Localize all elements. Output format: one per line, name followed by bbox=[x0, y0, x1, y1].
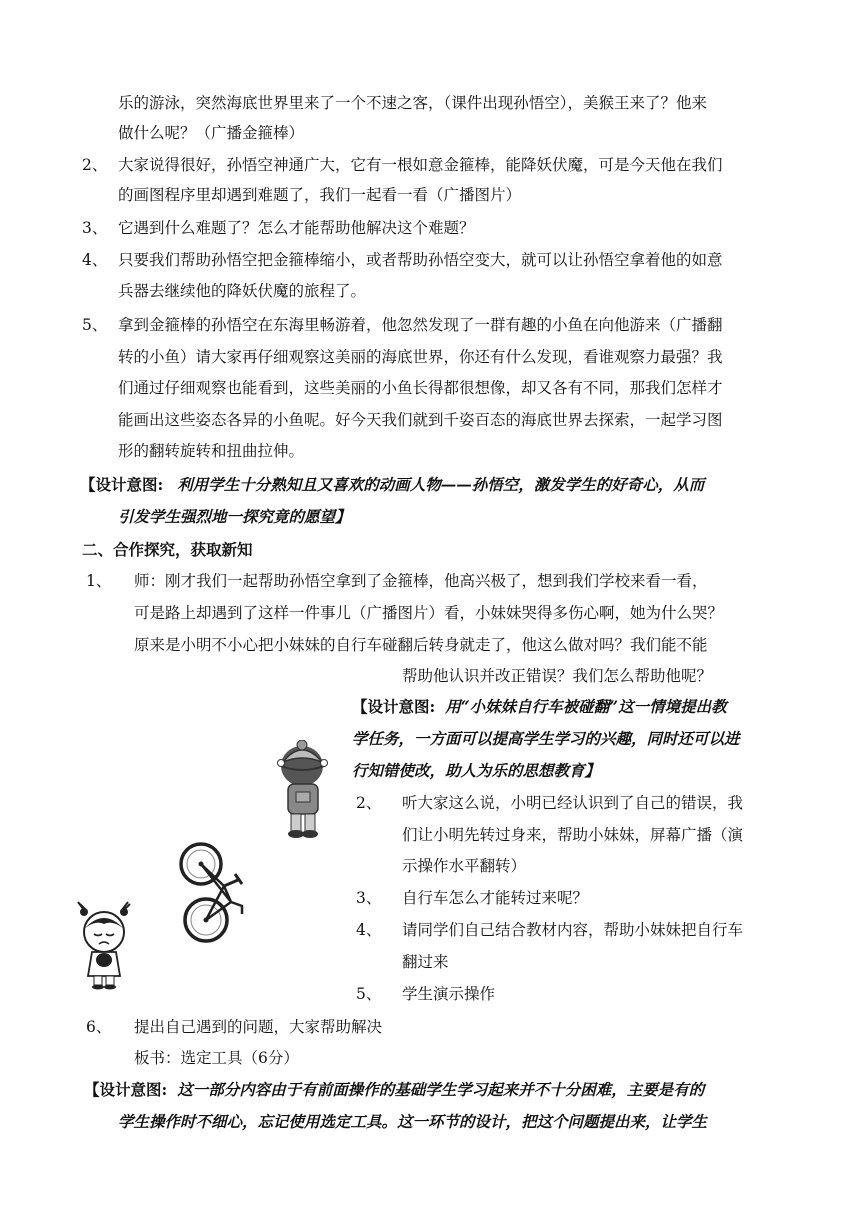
item-5-line-4: 能画出这些姿态各异的小鱼呢。好今天我们就到千姿百态的海底世界去探索，一起学习图 bbox=[118, 411, 723, 429]
board-note: 板书：选定工具（6分） bbox=[134, 1049, 299, 1067]
item-6-line-1: 提出自己遇到的问题，大家帮助解决 bbox=[134, 1018, 383, 1036]
boy-in-hat-illustration bbox=[272, 740, 334, 840]
item-2-line-2: 的画图程序里却遇到难题了，我们一起看一看（广播图片） bbox=[118, 186, 522, 204]
item-1-line-3: 原来是小明不小心把小妹妹的自行车碰翻后转身就走了，他这么做对吗？我们能不能 bbox=[134, 636, 708, 654]
item-4-line-2: 兵器去继续他的降妖伏魔的旅程了。 bbox=[118, 282, 367, 300]
design-intent-text: 利用学生十分熟知且又喜欢的动画人物——孙悟空，激发学生的好奇心，从而 bbox=[177, 475, 705, 494]
item-number: 3、 bbox=[356, 889, 382, 907]
design-intent-2-line-3: 行知错使改，助人为乐的思想教育】 bbox=[352, 761, 601, 780]
item-number: 5、 bbox=[82, 316, 108, 334]
crying-girl-illustration bbox=[72, 900, 136, 990]
design-intent-1-line-2: 引发学生强烈地一探究竟的愿望】 bbox=[118, 507, 351, 526]
intro-line-2: 做什么呢？（广播金箍棒） bbox=[118, 124, 305, 142]
upside-down-bicycle-illustration bbox=[176, 838, 256, 948]
sub-2-line-3: 示操作水平翻转） bbox=[402, 857, 527, 875]
design-intent-text: 这一部分内容由于有前面操作的基础学生学习起来并不十分困难，主要是有的 bbox=[177, 1080, 705, 1099]
design-intent-1 bbox=[80, 475, 704, 495]
item-5-line-5: 形的翻转旋转和扭曲拉伸。 bbox=[118, 442, 305, 460]
item-3-line-1: 它遇到什么难题了？怎么才能帮助他解决这个难题？ bbox=[118, 219, 475, 237]
item-number: 6、 bbox=[86, 1018, 112, 1036]
sub-2-line-1: 听大家这么说，小明已经认识到了自己的错误，我 bbox=[402, 794, 744, 812]
item-4-line-1: 只要我们帮助孙悟空把金箍棒缩小，或者帮助孙悟空变大，就可以让孙悟空拿着他的如意 bbox=[118, 251, 723, 269]
item-5-line-3: 们通过仔细观察也能看到，这些美丽的小鱼长得都很想像，却又各有不同，那我们怎样才 bbox=[118, 379, 723, 397]
item-number: 2、 bbox=[82, 156, 108, 174]
design-intent-2-line-2: 学任务，一方面可以提高学生学习的兴趣，同时还可以进 bbox=[352, 729, 740, 748]
intro-line-1: 乐的游泳，突然海底世界里来了一个不速之客，（课件出现孙悟空），美猴王来了？他来 bbox=[118, 94, 708, 112]
design-intent-label: 【设计意图: bbox=[84, 1080, 168, 1099]
sub-4-line-2: 翻过来 bbox=[402, 953, 449, 971]
design-intent-label: 【设计意图: bbox=[352, 697, 436, 716]
design-intent-3-line-2: 学生操作时不细心，忘记使用选定工具。这一环节的设计，把这个问题提出来，让学生 bbox=[118, 1112, 708, 1131]
sub-3-line-1: 自行车怎么才能转过来呢？ bbox=[402, 889, 589, 907]
item-1-line-2: 可是路上却遇到了这样一件事儿（广播图片）看，小妹妹哭得多伤心啊，她为什么哭？ bbox=[134, 604, 724, 622]
item-number: 2、 bbox=[356, 794, 382, 812]
sub-2-line-2: 们让小明先转过身来，帮助小妹妹，屏幕广播（演 bbox=[402, 826, 744, 844]
design-intent-text: 用“小妹妹自行车被碰翻”这一情境提出教 bbox=[445, 697, 727, 716]
item-number: 1、 bbox=[86, 572, 112, 590]
item-number: 5、 bbox=[356, 985, 382, 1003]
item-number: 4、 bbox=[356, 921, 382, 939]
design-intent-3 bbox=[84, 1080, 704, 1100]
design-intent-label: 【设计意图: bbox=[80, 475, 164, 494]
section-heading: 二、合作探究，获取新知 bbox=[82, 540, 253, 559]
item-number: 4、 bbox=[82, 251, 108, 269]
item-number: 3、 bbox=[82, 219, 108, 237]
item-1-line-4: 帮助他认识并改正错误？我们怎么帮助他呢？ bbox=[402, 667, 713, 685]
design-intent-2 bbox=[352, 697, 727, 717]
sub-5-line-1: 学生演示操作 bbox=[402, 985, 496, 1003]
sub-4-line-1: 请同学们自己结合教材内容，帮助小妹妹把自行车 bbox=[402, 921, 744, 939]
item-5-line-2: 转的小鱼）请大家再仔细观察这美丽的海底世界，你还有什么发现，看谁观察力最强？我 bbox=[118, 348, 723, 366]
item-5-line-1: 拿到金箍棒的孙悟空在东海里畅游着，他忽然发现了一群有趣的小鱼在向他游来（广播翻 bbox=[118, 316, 723, 334]
item-2-line-1: 大家说得很好，孙悟空神通广大，它有一根如意金箍棒，能降妖伏魔，可是今天他在我们 bbox=[118, 156, 723, 174]
item-1-line-1: 师：刚才我们一起帮助孙悟空拿到了金箍棒，他高兴极了，想到我们学校来看一看， bbox=[134, 572, 708, 590]
